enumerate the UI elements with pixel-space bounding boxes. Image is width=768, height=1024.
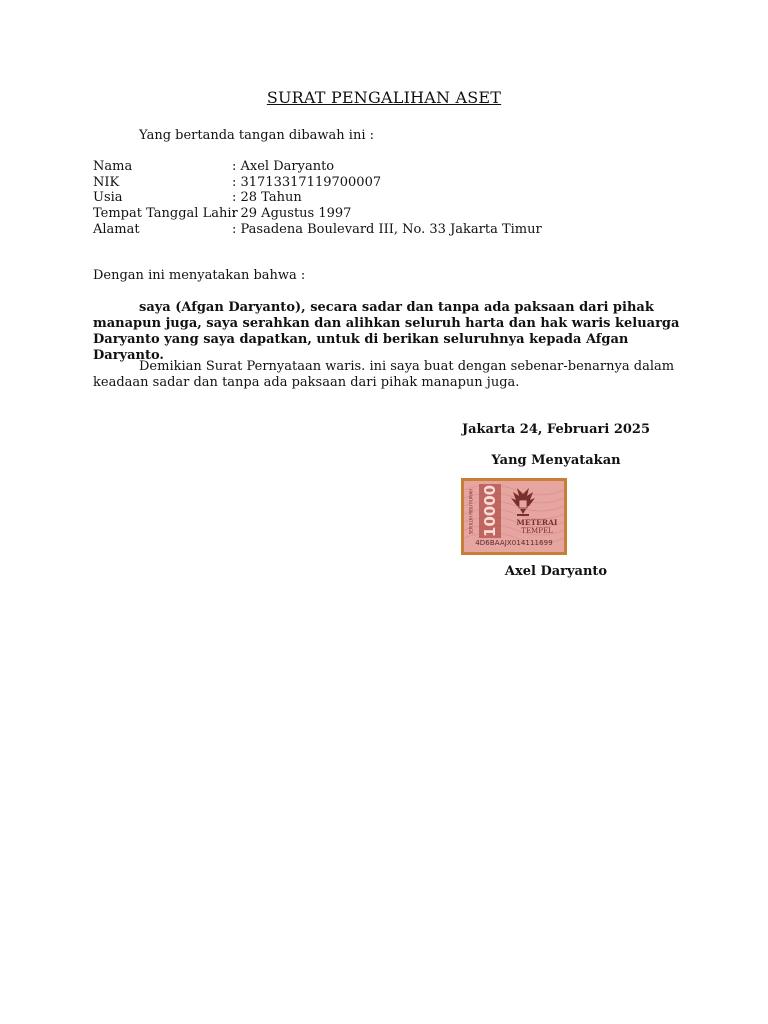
stamp-amount: 10000 [481, 484, 499, 538]
field-row-usia [93, 190, 542, 206]
field-value: : Pasadena Boulevard III, No. 33 Jakarta Timur [232, 221, 542, 237]
field-row-alamat [93, 222, 542, 238]
signature-date: Jakarta 24, Februari 2025 [461, 422, 651, 437]
field-label: Usia [93, 190, 123, 206]
field-label: Nama [93, 159, 133, 174]
stamp-label-line1: METERAI [516, 518, 558, 527]
field-label: Tempat Tanggal Lahir [93, 206, 238, 222]
field-value: : 31713317119700007 [232, 174, 382, 190]
field-value: : 29 Agustus 1997 [232, 206, 352, 222]
signature-name: Axel Daryanto [504, 564, 608, 579]
closing-paragraph [93, 359, 683, 391]
intro-line: Yang bertanda tangan dibawah ini : [139, 128, 374, 143]
field-value: : 28 Tahun [232, 190, 302, 206]
stamp-label-line2: TEMPEL [521, 527, 553, 535]
stamp-side-text: SEPULUH RIBU RUPIAH [468, 488, 474, 534]
field-label: Alamat [93, 221, 140, 237]
field-row-nama [93, 159, 542, 175]
field-row-nik [93, 175, 542, 191]
stamp-serial: 4D6BAAJX014111699 [475, 539, 553, 547]
statement-paragraph [93, 300, 683, 364]
statement-intro: Dengan ini menyatakan bahwa : [93, 268, 306, 283]
field-value: : Axel Daryanto [232, 159, 335, 174]
field-label: NIK [93, 174, 120, 190]
signature-role: Yang Menyatakan [491, 453, 621, 468]
field-row-ttl [93, 206, 542, 222]
identity-fields [93, 159, 542, 238]
duty-stamp [461, 478, 567, 555]
document-title: SURAT PENGALIHAN ASET [266, 88, 502, 107]
closing-text: Demikian Surat Pernyataan waris. ini saya buat dengan sebenar-benarnya dalam keadaan sadar dan tanpa ada paksaan dari pihak manapun juga. [93, 359, 675, 390]
statement-body: saya (Afgan Daryanto), secara sadar dan tanpa ada paksaan dari pihak manapun juga, saya serahkan dan alihkan seluruh harta dan hak waris keluarga Daryanto yang saya dapatkan, untuk di berikan seluruhnya kepada Afgan Daryanto. [93, 300, 680, 363]
